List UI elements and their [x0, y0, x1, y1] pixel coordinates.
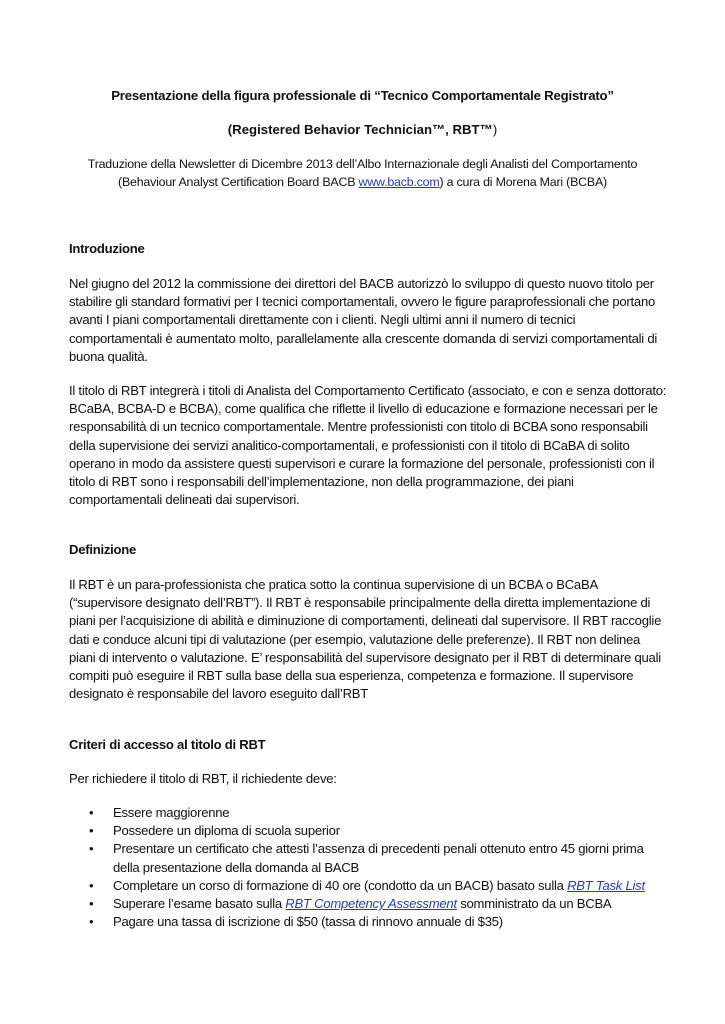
credit-line-1: Traduzione della Newsletter di Dicembre 2013 dell’Albo Internazionale degli Analisti del Comportamento: [87, 157, 638, 171]
criteria-intro: Per richiedere il titolo di RBT, il richiedente deve:: [69, 771, 337, 786]
criteria-heading: Criteri di accesso al titolo di RBT: [69, 737, 266, 752]
definition-heading: Definizione: [69, 542, 137, 557]
list-item: [69, 840, 669, 876]
bacb-website-link[interactable]: www.bacb.com: [358, 175, 440, 189]
translation-credit: [40, 155, 685, 191]
document-subtitle: [40, 122, 685, 137]
criteria-list: [69, 804, 669, 931]
subtitle-text: (Registered Behavior Technician™, RBT™: [227, 122, 493, 137]
list-item-text-after: somministrato da un BCBA: [456, 896, 612, 912]
rbt-competency-assessment-link[interactable]: RBT Competency Assessment: [285, 896, 457, 912]
list-item-text: Completare un corso di formazione di 40 ore (condotto da un BACB) basato sulla: [113, 877, 568, 893]
bullet-icon: •: [89, 896, 94, 912]
list-item: [69, 822, 669, 840]
list-item-text: Presentare un certificato che attesti l’assenza di precedenti penali ottenuto entro 45 giorni prima della presentazione della domanda al BACB: [113, 841, 644, 875]
document-title: Presentazione della figura professionale di “Tecnico Comportamentale Registrato”: [111, 88, 614, 103]
subtitle-close: ): [492, 122, 498, 137]
credit-line-2-after: ) a cura di Morena Mari (BCBA): [439, 175, 607, 189]
credit-line-2-before: (Behaviour Analyst Certification Board BACB: [118, 175, 359, 189]
list-item: [69, 877, 669, 895]
bullet-icon: •: [89, 877, 94, 893]
list-item-text: Pagare una tassa di iscrizione di $50 (tassa di rinnovo annuale di $35): [113, 914, 503, 930]
rbt-task-list-link[interactable]: RBT Task List: [567, 877, 645, 893]
intro-paragraph-2: Il titolo di RBT integrerà i titoli di Analista del Comportamento Certificato (associato, e con e senza dottorato: BCaBA, BCBA-D e BCBA), come qualifica che riflette il livello di educazione e formazione necessari per le responsabilità di un tecnico comportamentale. Mentre professionisti con titolo di BCBA sono responsabili della supervisione dei servizi analitico-comportamentali, e professionisti con il titolo di BCaBA di solito operano in modo da assistere questi supervisori e curare la formazione del personale, professionisti con il titolo di RBT sono i responsabili dell’implementazione, non della programmazione, dei piani comportamentali delineati dai supervisori.: [69, 383, 667, 508]
definition-paragraph: Il RBT è un para-professionista che pratica sotto la continua supervisione di un BCBA o BCaBA (“supervisore designato dell’RBT”). Il RBT è responsabile principalmente della diretta implementazione di piani per l’acquisizione di abilità e diminuzione di comportamenti, delineati dal supervisore. Il RBT raccoglie dati e conduce alcuni tipi di valutazione (per esempio, valutazione delle preferenze). Il RBT non delinea piani di intervento o valutazione. E’ responsabilità del supervisore designato per il RBT di determinare quali compiti può eseguire il RBT sulla base della sua esperienza, competenza e formazione. Il supervisore designato è responsabile del lavoro eseguito dall’RBT: [69, 577, 662, 702]
bullet-icon: •: [89, 805, 94, 820]
list-item: [69, 895, 669, 913]
bullet-icon: •: [89, 841, 94, 857]
list-item: [69, 804, 669, 822]
list-item-text: Possedere un diploma di scuola superior: [113, 823, 340, 839]
list-item: [69, 913, 669, 931]
bullet-icon: •: [89, 914, 94, 930]
intro-paragraph-1: Nel giugno del 2012 la commissione dei direttori del BACB autorizzò lo sviluppo di questo nuovo titolo per stabilire gli standard formativi per I tecnici comportamentali, ovvero le figure paraprofessionali che portano avanti I piani comportamentali direttamente con i clienti. Negli ultimi anni il numero di tecnici comportamentali è aumentato molto, parallelamente alla crescente domanda di servizi comportamentali di buona qualità.: [69, 276, 658, 364]
credit-line-2: [40, 173, 685, 191]
bullet-icon: •: [89, 823, 94, 839]
list-item-text: Essere maggiorenne: [113, 805, 230, 820]
intro-heading: Introduzione: [69, 241, 145, 256]
list-item-text: Superare l’esame basato sulla: [113, 896, 286, 912]
